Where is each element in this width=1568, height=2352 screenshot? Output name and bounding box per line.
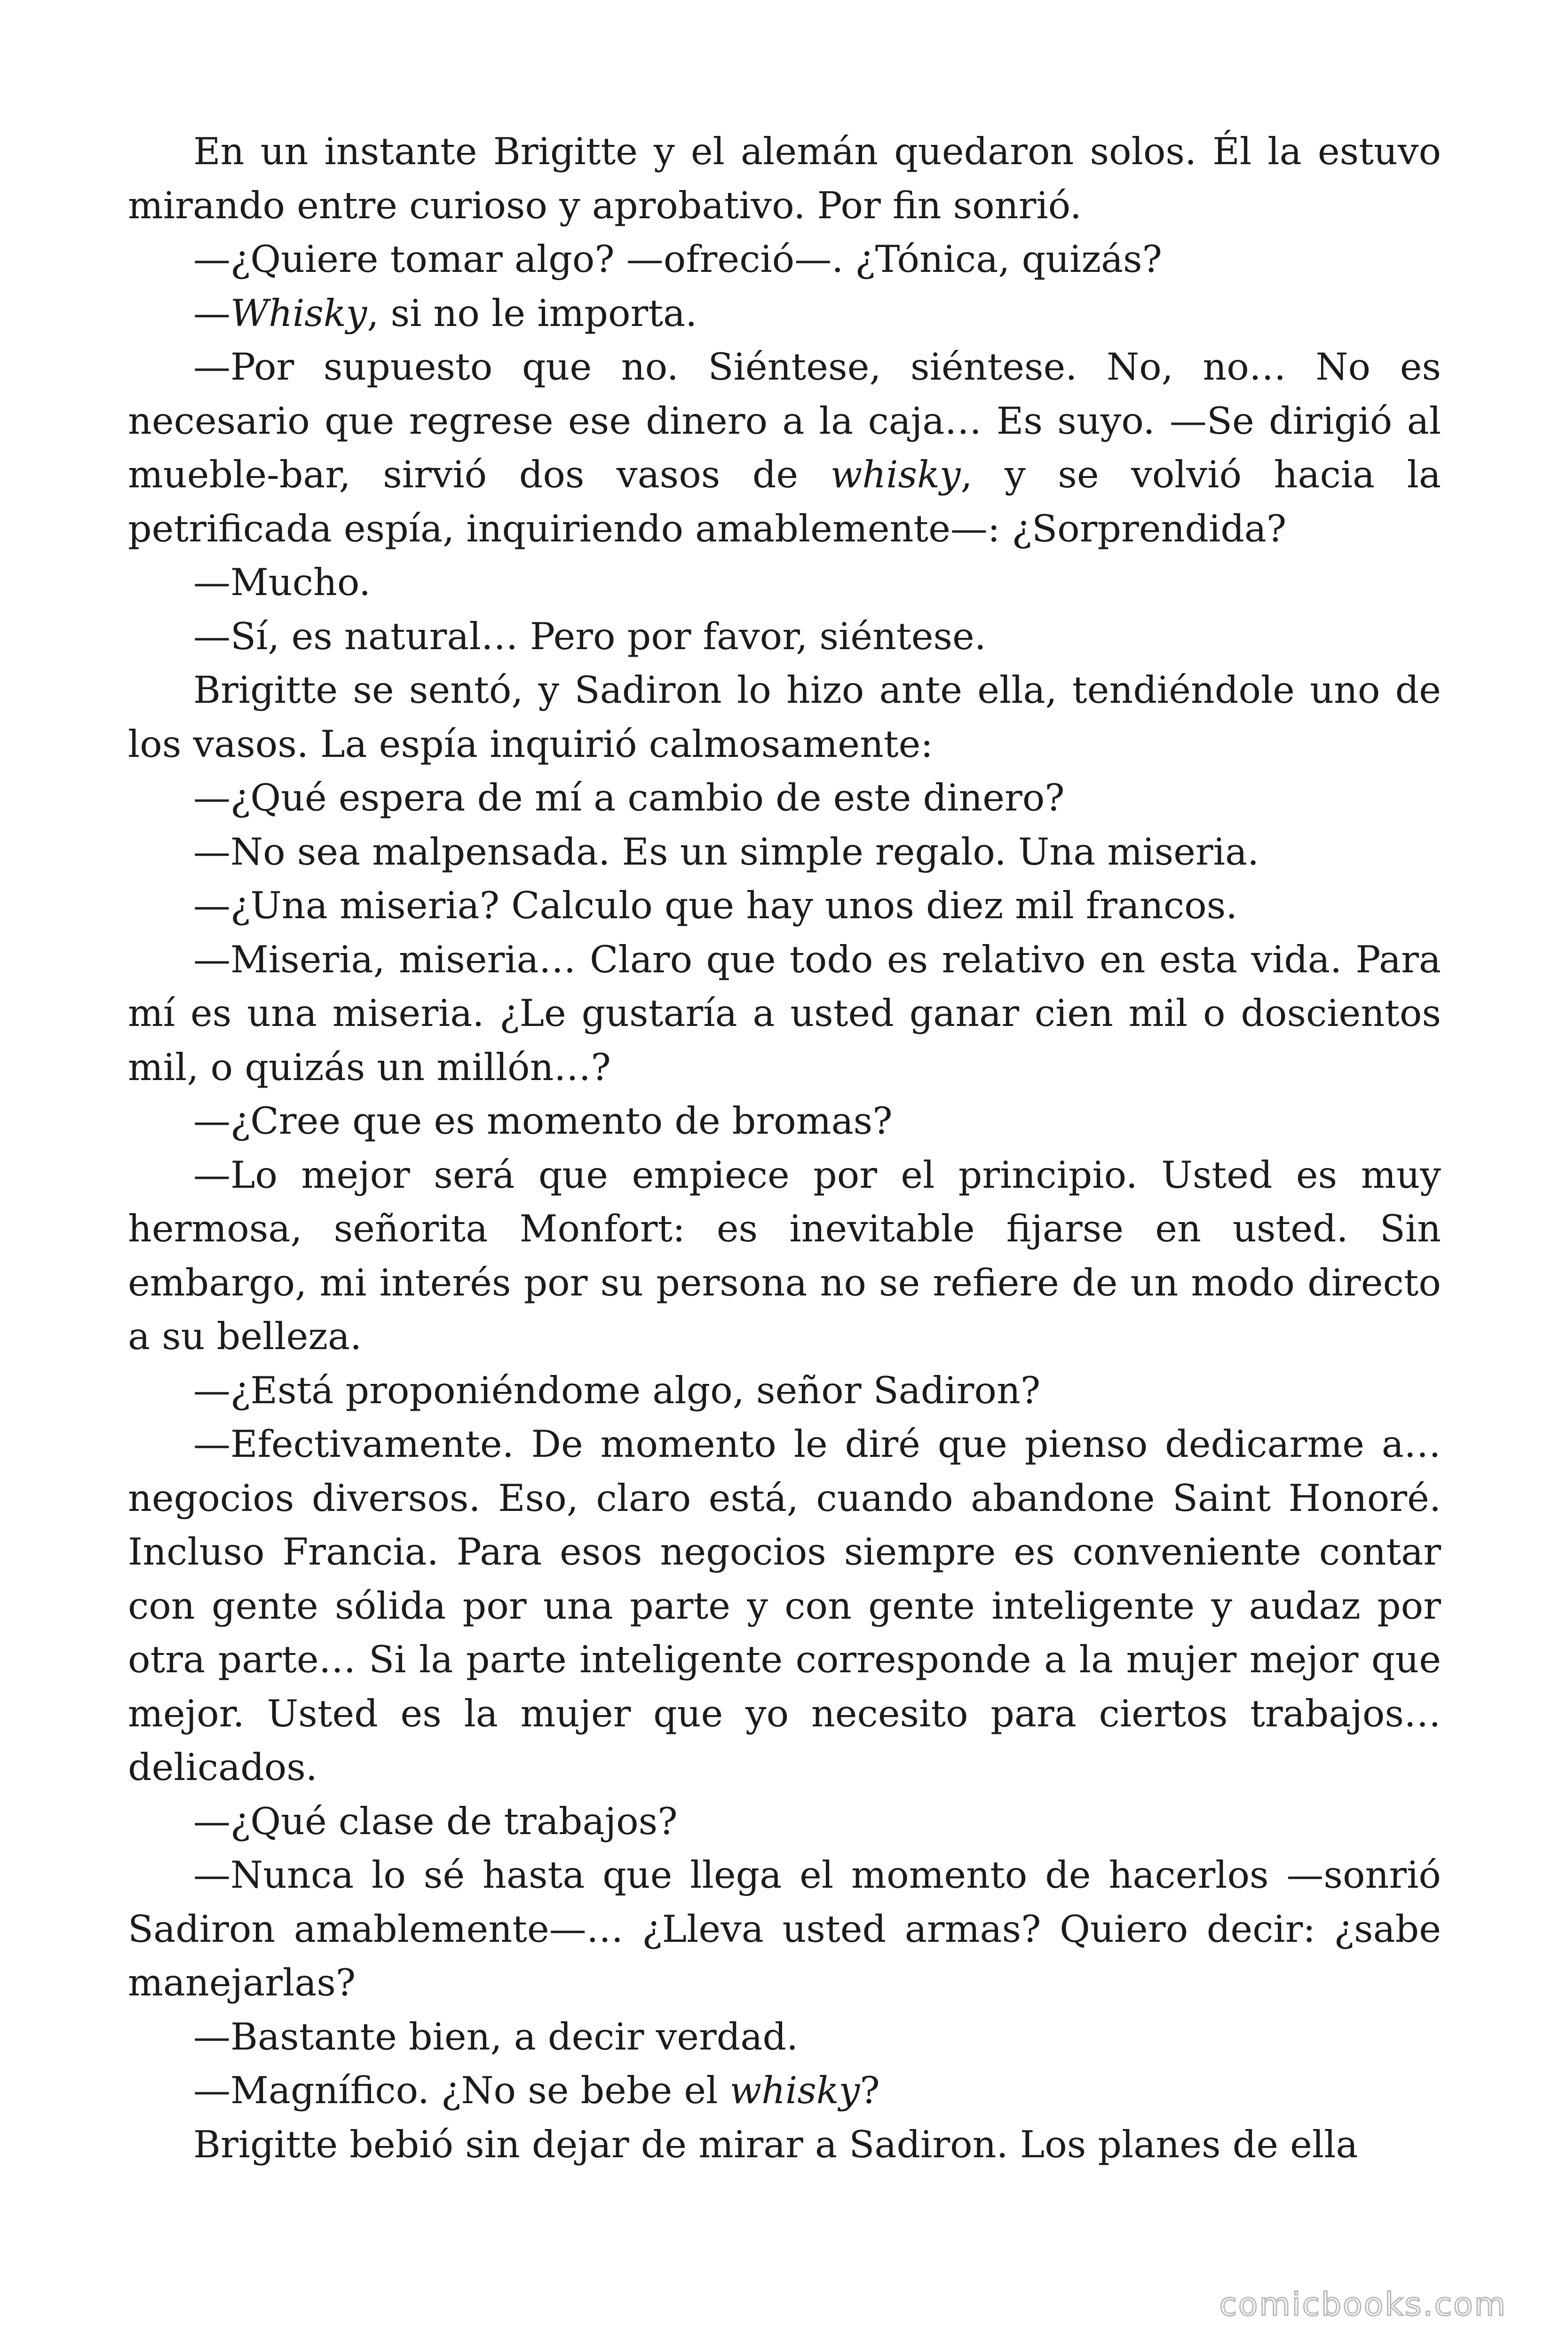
- text-run: —: [193, 291, 230, 335]
- paragraph: [128, 2064, 1441, 2118]
- text-run: —Magnífico. ¿No se bebe el: [193, 2069, 730, 2112]
- text-run: , y se volvió hacia la petrificada espía, inquiriendo amablemente—: ¿Sorprendida?: [128, 453, 1441, 550]
- text-run: —No sea malpensada. Es un simple regalo. Una miseria.: [193, 830, 1259, 874]
- paragraph: [128, 1795, 1441, 1849]
- text-run: —Nunca lo sé hasta que llega el momento de hacerlos —sonrió Sadiron amablemente—… ¿Lleva usted armas? Quiero decir: ¿sabe manejarlas?: [128, 1853, 1441, 2004]
- italic-text: whisky: [729, 2069, 860, 2112]
- paragraph: [128, 340, 1441, 556]
- text-run: Brigitte se sentó, y Sadiron lo hizo ante ella, tendiéndole uno de los vasos. La espía inquirió calmosamente:: [128, 668, 1441, 766]
- text-run: —¿Una miseria? Calculo que hay unos diez mil francos.: [193, 884, 1238, 927]
- paragraph: [128, 1364, 1441, 1418]
- text-run: —Mucho.: [193, 561, 371, 604]
- paragraph: [128, 2010, 1441, 2064]
- paragraph: [128, 1417, 1441, 1795]
- paragraph: [128, 879, 1441, 933]
- text-run: En un instante Brigitte y el alemán quedaron solos. Él la estuvo mirando entre curioso y aprobativo. Por fin sonrió.: [128, 130, 1441, 227]
- paragraph: [128, 610, 1441, 664]
- paragraph: [128, 2118, 1441, 2172]
- paragraph: [128, 232, 1441, 286]
- text-run: —Miseria, miseria… Claro que todo es relativo en esta vida. Para mí es una miseria. ¿Le gustaría a usted ganar cien mil o doscientos mil, o quizás un millón…?: [128, 938, 1441, 1089]
- paragraph: [128, 125, 1441, 232]
- text-run: —¿Cree que es momento de bromas?: [193, 1099, 893, 1143]
- text-run: —¿Está proponiéndome algo, señor Sadiron?: [193, 1368, 1041, 1412]
- text-run: —¿Quiere tomar algo? —ofreció—. ¿Tónica, quizás?: [193, 238, 1162, 281]
- paragraph: [128, 1848, 1441, 2010]
- text-run: —Bastante bien, a decir verdad.: [193, 2015, 799, 2058]
- watermark: comicbooks.com: [1219, 2286, 1507, 2323]
- paragraph: [128, 1094, 1441, 1148]
- text-run: —Sí, es natural… Pero por favor, siéntese.: [193, 614, 986, 658]
- text-run: —Efectivamente. De momento le diré que pienso dedicarme a… negocios diversos. Eso, claro está, cuando abandone Saint Honoré. Incluso Francia. Para esos negocios siempre es conveniente contar con gente sólida por una parte y con gente inteligente y audaz por otra parte… Si la parte inteligente corresponde a la mujer mejor que mejor. Usted es la mujer que yo necesito para ciertos trabajos… delicados.: [128, 1422, 1441, 1789]
- text-run: —¿Qué espera de mí a cambio de este dinero?: [193, 776, 1065, 819]
- text-run: —Lo mejor será que empiece por el principio. Usted es muy hermosa, señorita Monfort: es inevitable fijarse en usted. Sin embargo, mi interés por su persona no se refiere de un modo directo a su belleza.: [128, 1153, 1441, 1358]
- text-run: Brigitte bebió sin dejar de mirar a Sadiron. Los planes de ella: [193, 2122, 1358, 2166]
- paragraph: [128, 286, 1441, 341]
- paragraph: [128, 933, 1441, 1095]
- italic-text: whisky: [830, 453, 961, 496]
- italic-text: Whisky: [230, 291, 367, 335]
- text-run: —Por supuesto que no. Siéntese, siéntese. No, no… No es necesario que regrese ese dinero a la caja… Es suyo. —Se dirigió al mueble-bar, sirvió dos vasos de: [128, 345, 1441, 496]
- text-run: , si no le importa.: [367, 291, 697, 335]
- paragraph: [128, 663, 1441, 771]
- text-run: —¿Qué clase de trabajos?: [193, 1799, 678, 1843]
- book-page-text: [128, 125, 1441, 2171]
- paragraph: [128, 1148, 1441, 1364]
- paragraph: [128, 825, 1441, 879]
- paragraph: [128, 556, 1441, 610]
- paragraph: [128, 771, 1441, 825]
- text-run: ?: [860, 2069, 880, 2112]
